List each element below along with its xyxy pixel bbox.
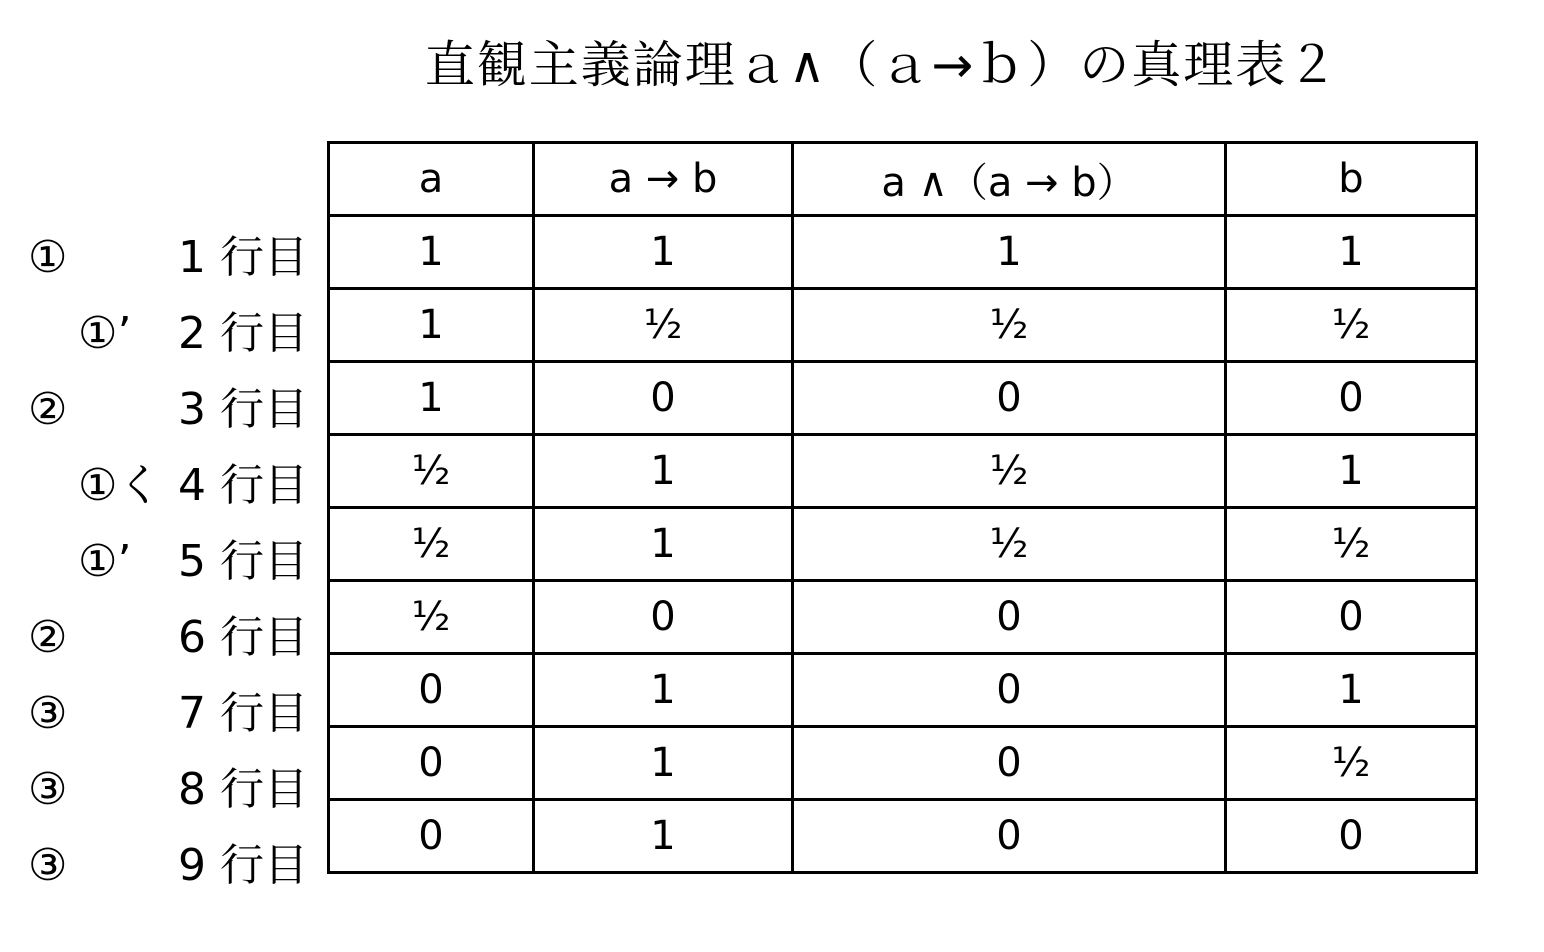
table-cell: 1 — [1226, 654, 1477, 727]
table-cell: 1 — [1226, 435, 1477, 508]
row-name: 7 行目 — [178, 688, 308, 739]
table-cell: 1 — [534, 508, 793, 581]
row-name: 8 行目 — [178, 764, 308, 815]
table-cell: 0 — [793, 362, 1226, 435]
table-cell: 0 — [534, 581, 793, 654]
page-title: 直観主義論理ａ∧（ａ→ｂ）の真理表２ — [424, 36, 1340, 94]
row-mark: ① — [28, 232, 68, 283]
row-name: 1 行目 — [178, 232, 308, 283]
row-name: 3 行目 — [178, 384, 308, 435]
table-cell: 1 — [534, 216, 793, 289]
table-cell: ½ — [793, 508, 1226, 581]
row-label — [0, 828, 320, 904]
row-label — [0, 220, 320, 296]
table-row — [329, 800, 1477, 873]
table-cell: 1 — [534, 800, 793, 873]
row-name: 5 行目 — [178, 536, 308, 587]
row-label — [0, 752, 320, 828]
table-cell: 1 — [534, 435, 793, 508]
table-cell: 1 — [1226, 216, 1477, 289]
row-label — [0, 448, 320, 524]
header-a-and-a-implies-b: a ∧（a → b） — [793, 143, 1226, 216]
table-cell: 0 — [793, 581, 1226, 654]
table-cell: ½ — [329, 508, 534, 581]
row-label — [0, 372, 320, 448]
row-name: 4 行目 — [178, 460, 308, 511]
table-cell: ½ — [793, 435, 1226, 508]
header-a-implies-b: a → b — [534, 143, 793, 216]
row-mark: ③ — [28, 688, 68, 739]
row-mark: ② — [28, 384, 68, 435]
table-header-row — [329, 143, 1477, 216]
table-row — [329, 216, 1477, 289]
table-row — [329, 654, 1477, 727]
table-cell: 0 — [793, 654, 1226, 727]
table-cell: 0 — [329, 800, 534, 873]
table-cell: ½ — [1226, 289, 1477, 362]
table-row — [329, 727, 1477, 800]
row-mark: ①’ — [78, 536, 132, 587]
table-cell: ½ — [329, 581, 534, 654]
table-cell: 0 — [1226, 800, 1477, 873]
row-label — [0, 524, 320, 600]
row-label — [0, 676, 320, 752]
table-cell: 0 — [1226, 362, 1477, 435]
table-row — [329, 289, 1477, 362]
row-label — [0, 296, 320, 372]
row-name: 9 行目 — [178, 840, 308, 891]
row-label — [0, 600, 320, 676]
table-cell: 0 — [793, 727, 1226, 800]
table-cell: 0 — [534, 362, 793, 435]
row-name: 6 行目 — [178, 612, 308, 663]
table-cell: 1 — [793, 216, 1226, 289]
table-cell: 0 — [793, 800, 1226, 873]
table-cell: 0 — [329, 654, 534, 727]
header-b: b — [1226, 143, 1477, 216]
table-cell: ½ — [1226, 727, 1477, 800]
row-mark: ③ — [28, 764, 68, 815]
table-cell: 1 — [329, 216, 534, 289]
row-name: 2 行目 — [178, 308, 308, 359]
table-cell: 1 — [534, 727, 793, 800]
table-row — [329, 362, 1477, 435]
header-a: a — [329, 143, 534, 216]
table-cell: 1 — [534, 654, 793, 727]
table-row — [329, 581, 1477, 654]
table-row — [329, 508, 1477, 581]
table-body — [329, 216, 1477, 873]
table-cell: 0 — [329, 727, 534, 800]
row-mark: ①く — [78, 460, 162, 511]
table-cell: 1 — [329, 289, 534, 362]
table-cell: 0 — [1226, 581, 1477, 654]
table-cell: ½ — [534, 289, 793, 362]
truth-table — [327, 141, 1478, 874]
row-mark: ② — [28, 612, 68, 663]
row-mark: ③ — [28, 840, 68, 891]
table-row — [329, 435, 1477, 508]
table-cell: 1 — [329, 362, 534, 435]
row-mark: ①’ — [78, 308, 132, 359]
table-cell: ½ — [793, 289, 1226, 362]
table-cell: ½ — [329, 435, 534, 508]
table-cell: ½ — [1226, 508, 1477, 581]
